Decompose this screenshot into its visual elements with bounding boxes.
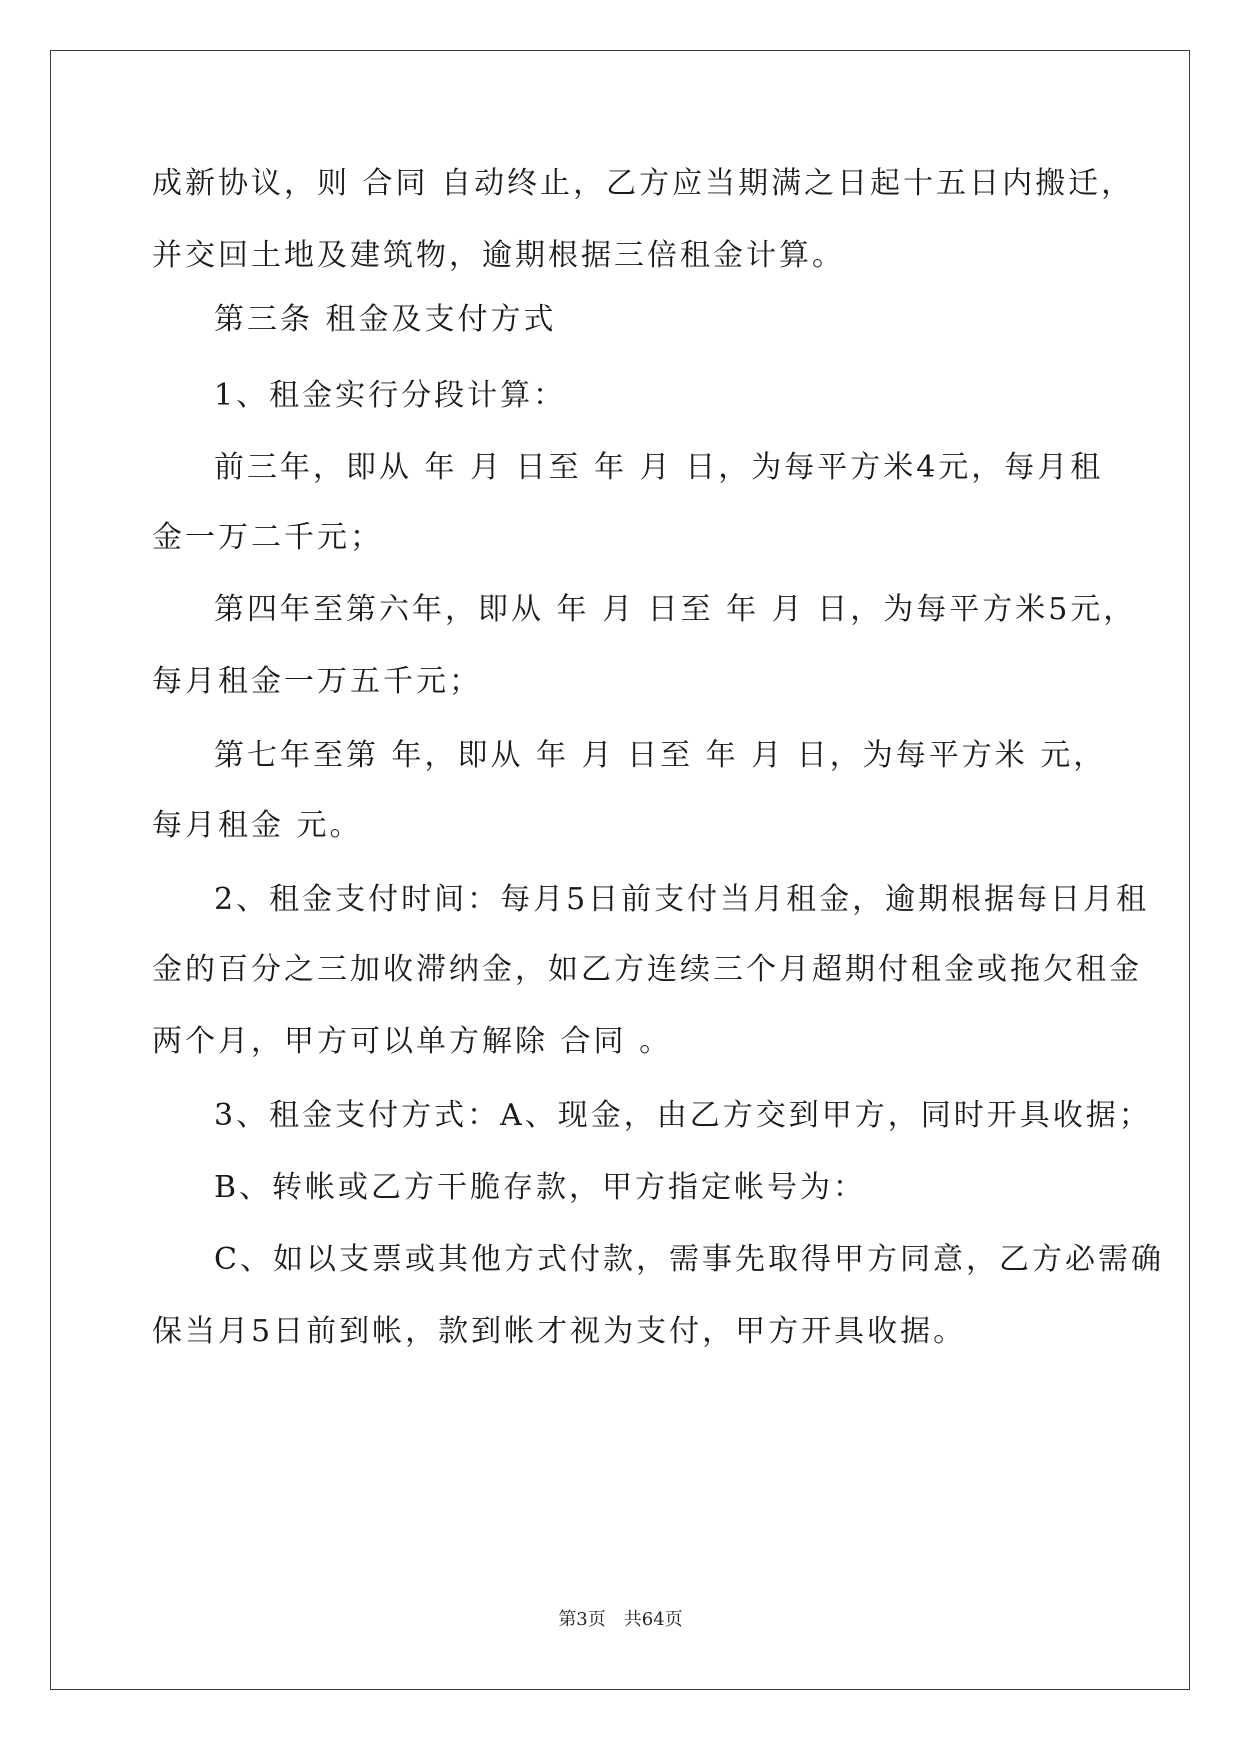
clause-3-c: C、如以支票或其他方式付款，需事先取得甲方同意，乙方必需确 (214, 1242, 1164, 1277)
text-line-8: 每月租金一万五千元； (152, 664, 482, 699)
text-line-7: 第四年至第六年，即从 年 月 日至 年 月 日，为每平方米5元， (214, 592, 1137, 627)
page-border (50, 50, 1190, 1690)
page-number: 第3页 共64页 (558, 1609, 683, 1630)
text-line-12: 金的百分之三加收滞纳金，如乙方连续三个月超期付租金或拖欠租金 (152, 952, 1142, 987)
text-line-13: 两个月，甲方可以单方解除 合同 。 (152, 1024, 673, 1059)
clause-2: 2、租金支付时间：每月5日前支付当月租金，逾期根据每日月租 (214, 882, 1150, 917)
clause-3: 3、租金支付方式：A、现金，由乙方交到甲方，同时开具收据； (214, 1098, 1152, 1133)
section-heading: 第三条 租金及支付方式 (214, 302, 557, 337)
text-line-17: 保当月5日前到帐，款到帐才视为支付，甲方开具收据。 (152, 1314, 967, 1349)
clause-3-b: B、转帐或乙方干脆存款，甲方指定帐号为： (214, 1170, 867, 1205)
text-line-5: 前三年，即从 年 月 日至 年 月 日，为每平方米4元，每月租 (214, 450, 1104, 485)
clause-1-title: 1、租金实行分段计算： (214, 378, 567, 413)
text-line-2: 并交回土地及建筑物，逾期根据三倍租金计算。 (152, 238, 845, 273)
text-line-10: 每月租金 元。 (152, 808, 363, 843)
text-line-9: 第七年至第 年，即从 年 月 日至 年 月 日，为每平方米 元， (214, 738, 1107, 773)
text-line-1: 成新协议，则 合同 自动终止，乙方应当期满之日起十五日内搬迁， (152, 166, 1135, 201)
text-line-6: 金一万二千元； (152, 520, 383, 555)
